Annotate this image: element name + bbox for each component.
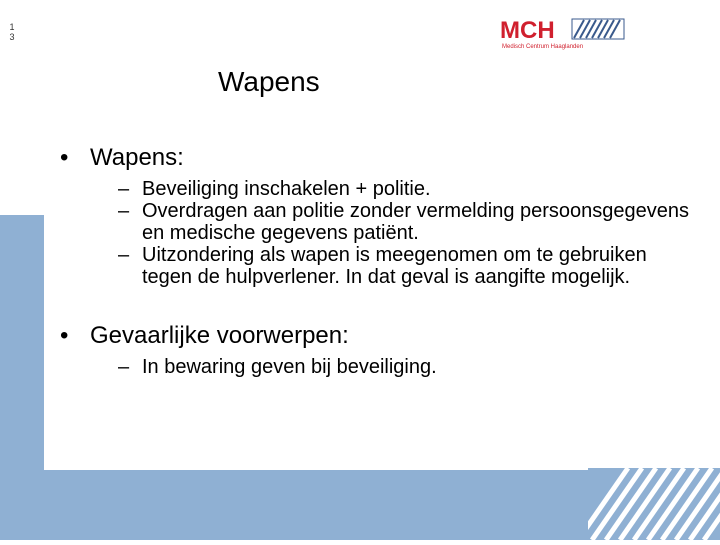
slide-number [6,22,18,42]
logo-subtitle: Medisch Centrum Haaglanden [502,44,584,50]
sub-bullet-marker: – [118,200,130,222]
sub-bullet-text: Beveiliging inschakelen + politie. [142,178,431,200]
sub-bullet-marker: – [118,356,130,378]
slide-number-line1: 1 [9,22,15,32]
sub-bullet-text: Uitzondering als wapen is meegenomen om te gebruiken tegen de hulpverlener. In dat geval is aangifte mogelijk. [142,244,647,288]
sub-bullet-item [118,178,700,200]
sub-bullet-item [118,244,700,288]
mch-logo-icon [500,14,660,52]
sub-bullet-marker: – [118,178,130,200]
diagonal-stripes-decoration [588,468,720,540]
sub-bullet-text: Overdragen aan politie zonder vermelding persoonsgegevens en medische gegevens patiënt. [142,200,690,244]
bullet-item [60,322,700,350]
bullet-marker: • [60,144,69,171]
slide-title: Wapens [218,66,320,97]
mch-logo [500,14,660,52]
logo-letters: MCH [500,17,555,44]
bullet-text: Gevaarlijke voorwerpen: [90,322,349,349]
sub-bullet-item [118,356,700,378]
diagonal-stripes-icon [588,468,720,540]
sub-bullet-marker: – [118,244,130,266]
bullet-marker: • [60,322,69,349]
bullet-item [60,144,700,172]
bullet-text: Wapens: [90,144,184,171]
logo-stripes-icon [572,19,624,39]
sub-bullet-item [118,200,700,244]
slide-number-line2: 3 [9,32,15,42]
bullet-list [60,144,700,378]
sub-bullet-text: In bewaring geven bij beveiliging. [142,356,437,378]
